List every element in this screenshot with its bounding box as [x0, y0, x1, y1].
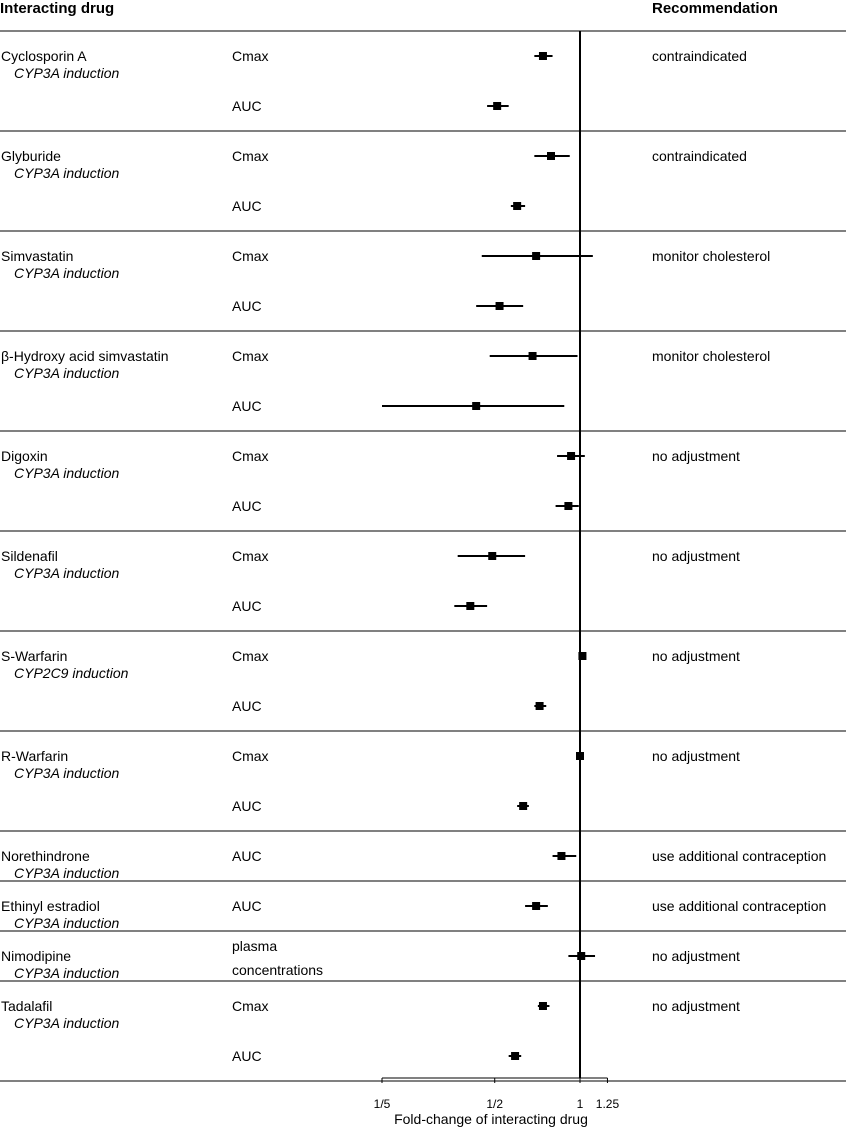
parameter-label: AUC: [232, 298, 262, 314]
mechanism-label: CYP3A induction: [14, 765, 120, 781]
parameter-label: Cmax: [232, 548, 269, 564]
drug-name: Digoxin: [1, 448, 48, 464]
drug-name: Nimodipine: [1, 948, 72, 964]
parameter-label: AUC: [232, 1048, 262, 1064]
point-estimate: [532, 902, 540, 910]
drug-name: Simvastatin: [1, 248, 74, 264]
parameter-label: Cmax: [232, 248, 269, 264]
mechanism-label: CYP3A induction: [14, 65, 120, 81]
point-estimate: [576, 752, 584, 760]
mechanism-label: CYP3A induction: [14, 365, 120, 381]
point-estimate: [577, 952, 585, 960]
recommendation-label: monitor cholesterol: [652, 248, 771, 264]
point-estimate: [466, 602, 474, 610]
point-estimate: [511, 1052, 519, 1060]
point-estimate: [539, 52, 547, 60]
x-tick-label: 1/5: [373, 1097, 391, 1111]
recommendation-label: contraindicated: [652, 148, 747, 164]
recommendation-label: no adjustment: [652, 448, 740, 464]
parameter-label: AUC: [232, 98, 262, 114]
point-estimate: [488, 552, 496, 560]
drug-name: S-Warfarin: [1, 648, 68, 664]
point-estimate: [513, 202, 521, 210]
drug-name: Ethinyl estradiol: [1, 898, 100, 914]
mechanism-label: CYP3A induction: [14, 965, 120, 981]
recommendation-label: no adjustment: [652, 648, 740, 664]
column-header-recommendation: Recommendation: [652, 0, 778, 17]
parameter-label: Cmax: [232, 748, 269, 764]
mechanism-label: CYP3A induction: [14, 465, 120, 481]
recommendation-label: contraindicated: [652, 48, 747, 64]
recommendation-label: no adjustment: [652, 748, 740, 764]
point-estimate: [539, 1002, 547, 1010]
drug-name: Norethindrone: [1, 848, 90, 864]
column-header-drug: Interacting drug: [0, 0, 115, 17]
parameter-label: AUC: [232, 898, 262, 914]
recommendation-label: no adjustment: [652, 998, 740, 1014]
parameter-label: AUC: [232, 598, 262, 614]
point-estimate: [472, 402, 480, 410]
parameter-label: AUC: [232, 498, 262, 514]
point-estimate: [519, 802, 527, 810]
parameter-label: Cmax: [232, 448, 269, 464]
parameter-label: Cmax: [232, 148, 269, 164]
drug-name: Sildenafil: [1, 548, 58, 564]
point-estimate: [532, 252, 540, 260]
point-estimate: [496, 302, 504, 310]
recommendation-label: use additional contraception: [652, 898, 827, 914]
parameter-label: AUC: [232, 698, 262, 714]
mechanism-label: CYP3A induction: [14, 565, 120, 581]
recommendation-label: no adjustment: [652, 548, 740, 564]
parameter-label: AUC: [232, 198, 262, 214]
mechanism-label: CYP3A induction: [14, 915, 120, 931]
point-estimate: [557, 852, 565, 860]
parameter-label: AUC: [232, 398, 262, 414]
parameter-label: AUC: [232, 798, 262, 814]
recommendation-label: no adjustment: [652, 948, 740, 964]
parameter-label: Cmax: [232, 998, 269, 1014]
mechanism-label: CYP3A induction: [14, 1015, 120, 1031]
x-tick-label: 1: [576, 1097, 584, 1111]
parameter-label: Cmax: [232, 348, 269, 364]
mechanism-label: CYP3A induction: [14, 265, 120, 281]
x-tick-label: 1/2: [486, 1097, 504, 1111]
point-estimate: [564, 502, 572, 510]
point-estimate: [547, 152, 555, 160]
point-estimate: [567, 452, 575, 460]
recommendation-label: monitor cholesterol: [652, 348, 771, 364]
parameter-label: AUC: [232, 848, 262, 864]
drug-name: Glyburide: [1, 148, 61, 164]
x-axis-title: Fold-change of interacting drug: [394, 1111, 588, 1127]
drug-name: Cyclosporin A: [1, 48, 87, 64]
point-estimate: [529, 352, 537, 360]
mechanism-label: CYP3A induction: [14, 165, 120, 181]
point-estimate: [493, 102, 501, 110]
x-tick-label: 1.25: [595, 1097, 620, 1111]
parameter-label: Cmax: [232, 648, 269, 664]
mechanism-label: CYP2C9 induction: [14, 665, 129, 681]
drug-name: R-Warfarin: [1, 748, 69, 764]
mechanism-label: CYP3A induction: [14, 865, 120, 881]
parameter-label: concentrations: [232, 962, 324, 978]
recommendation-label: use additional contraception: [652, 848, 827, 864]
drug-name: β-Hydroxy acid simvastatin: [1, 348, 169, 364]
parameter-label: plasma: [232, 938, 278, 954]
drug-name: Tadalafil: [1, 998, 53, 1014]
point-estimate: [578, 652, 586, 660]
parameter-label: Cmax: [232, 48, 269, 64]
point-estimate: [536, 702, 544, 710]
